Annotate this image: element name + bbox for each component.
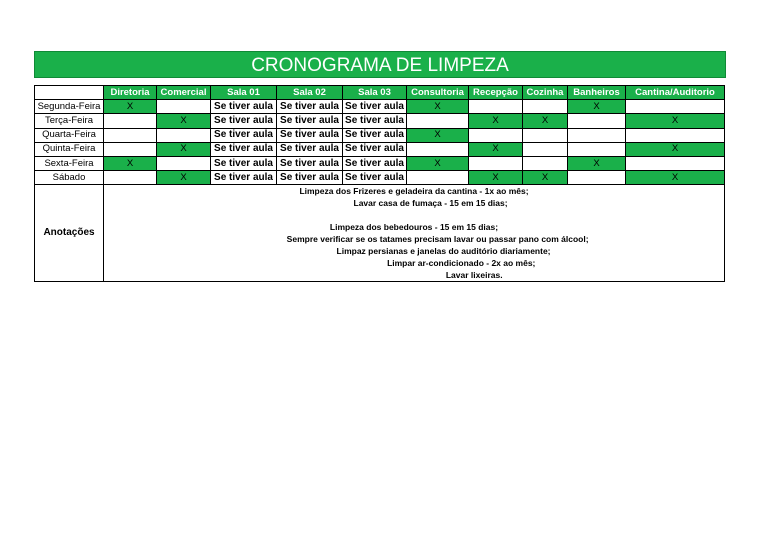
schedule-cell: X — [469, 114, 523, 128]
page-title: CRONOGRAMA DE LIMPEZA — [34, 51, 726, 78]
schedule-cell: X — [157, 142, 211, 156]
note-line: Limpeza dos bebedouros - 15 em 15 dias; — [329, 222, 499, 233]
schedule-cell: X — [469, 142, 523, 156]
schedule-cell: Se tiver aula — [211, 156, 277, 170]
schedule-cell: Se tiver aula — [343, 128, 407, 142]
header-row — [35, 86, 725, 100]
schedule-cell: X — [626, 142, 725, 156]
schedule-cell — [523, 128, 568, 142]
schedule-cell — [104, 171, 157, 185]
col-header-banheiros: Banheiros — [568, 86, 626, 100]
schedule-cell: X — [104, 156, 157, 170]
schedule-cell: X — [568, 156, 626, 170]
schedule-cell: X — [568, 100, 626, 114]
schedule-cell — [104, 128, 157, 142]
notes-cell — [104, 185, 725, 282]
schedule-cell: Se tiver aula — [343, 100, 407, 114]
schedule-cell: Se tiver aula — [343, 171, 407, 185]
schedule-cell — [104, 142, 157, 156]
note-line: Lavar lixeiras. — [325, 270, 503, 281]
schedule-cell — [523, 142, 568, 156]
schedule-cell — [157, 100, 211, 114]
schedule-cell — [407, 171, 469, 185]
table-row — [35, 142, 725, 156]
schedule-cell: X — [407, 100, 469, 114]
schedule-cell — [568, 171, 626, 185]
notes-label: Anotações — [35, 185, 104, 282]
col-header-diretoria: Diretoria — [104, 86, 157, 100]
table-row — [35, 114, 725, 128]
note-line: Limpeza dos Frizeres e geladeira da cantina - 1x ao mês; — [299, 186, 529, 197]
schedule-cell: Se tiver aula — [211, 114, 277, 128]
note-line — [104, 209, 724, 221]
schedule-cell — [568, 114, 626, 128]
col-header-comercial: Comercial — [157, 86, 211, 100]
schedule-cell: X — [523, 171, 568, 185]
schedule-cell: Se tiver aula — [211, 171, 277, 185]
schedule-cell: Se tiver aula — [343, 142, 407, 156]
note-line: Limpar ar-condicionado - 2x ao mês; — [292, 258, 536, 269]
schedule-cell: Se tiver aula — [277, 171, 343, 185]
schedule-cell — [407, 142, 469, 156]
schedule-cell — [626, 100, 725, 114]
note-line: Sempre verificar se os tatames precisam lavar ou passar pano com álcool; — [239, 234, 589, 245]
col-header-cozinha: Cozinha — [523, 86, 568, 100]
header-corner — [35, 86, 104, 100]
col-header-cantina-auditorio: Cantina/Auditorio — [626, 86, 725, 100]
schedule-cell: X — [407, 128, 469, 142]
day-label: Quinta-Feira — [35, 142, 104, 156]
schedule-cell: X — [104, 100, 157, 114]
schedule-cell — [407, 114, 469, 128]
schedule-cell — [626, 156, 725, 170]
table-row — [35, 128, 725, 142]
schedule-cell — [157, 128, 211, 142]
schedule-cell: Se tiver aula — [277, 114, 343, 128]
schedule-cell: X — [157, 171, 211, 185]
day-label: Quarta-Feira — [35, 128, 104, 142]
day-label: Segunda-Feira — [35, 100, 104, 114]
schedule-cell — [469, 156, 523, 170]
col-header-recepcao: Recepção — [469, 86, 523, 100]
day-label: Terça-Feira — [35, 114, 104, 128]
table-row — [35, 171, 725, 185]
schedule-cell: X — [626, 114, 725, 128]
schedule-cell: Se tiver aula — [277, 142, 343, 156]
col-header-consultoria: Consultoria — [407, 86, 469, 100]
schedule-cell: X — [157, 114, 211, 128]
day-label: Sexta-Feira — [35, 156, 104, 170]
day-label: Sábado — [35, 171, 104, 185]
schedule-cell: X — [407, 156, 469, 170]
table-row — [35, 100, 725, 114]
schedule-cell — [626, 128, 725, 142]
schedule-cell — [157, 156, 211, 170]
schedule-cell: Se tiver aula — [343, 156, 407, 170]
col-header-sala-01: Sala 01 — [211, 86, 277, 100]
schedule-cell: Se tiver aula — [277, 156, 343, 170]
schedule-cell — [469, 100, 523, 114]
schedule-cell — [568, 128, 626, 142]
schedule-cell — [523, 100, 568, 114]
schedule-cell: Se tiver aula — [211, 128, 277, 142]
schedule-cell: Se tiver aula — [277, 128, 343, 142]
schedule-cell: X — [523, 114, 568, 128]
note-line: Lavar casa de fumaça - 15 em 15 dias; — [320, 198, 508, 209]
schedule-table — [34, 85, 725, 282]
schedule-cell: X — [626, 171, 725, 185]
schedule-cell: Se tiver aula — [211, 142, 277, 156]
note-line: Limpaz persianas e janelas do auditório diariamente; — [277, 246, 551, 257]
schedule-cell: Se tiver aula — [343, 114, 407, 128]
schedule-cell: X — [469, 171, 523, 185]
schedule-cell: Se tiver aula — [277, 100, 343, 114]
schedule-cell — [523, 156, 568, 170]
schedule-cell — [568, 142, 626, 156]
schedule-cell — [104, 114, 157, 128]
col-header-sala-02: Sala 02 — [277, 86, 343, 100]
schedule-cell: Se tiver aula — [211, 100, 277, 114]
table-row — [35, 156, 725, 170]
schedule-cell — [469, 128, 523, 142]
col-header-sala-03: Sala 03 — [343, 86, 407, 100]
notes-row — [35, 185, 725, 282]
